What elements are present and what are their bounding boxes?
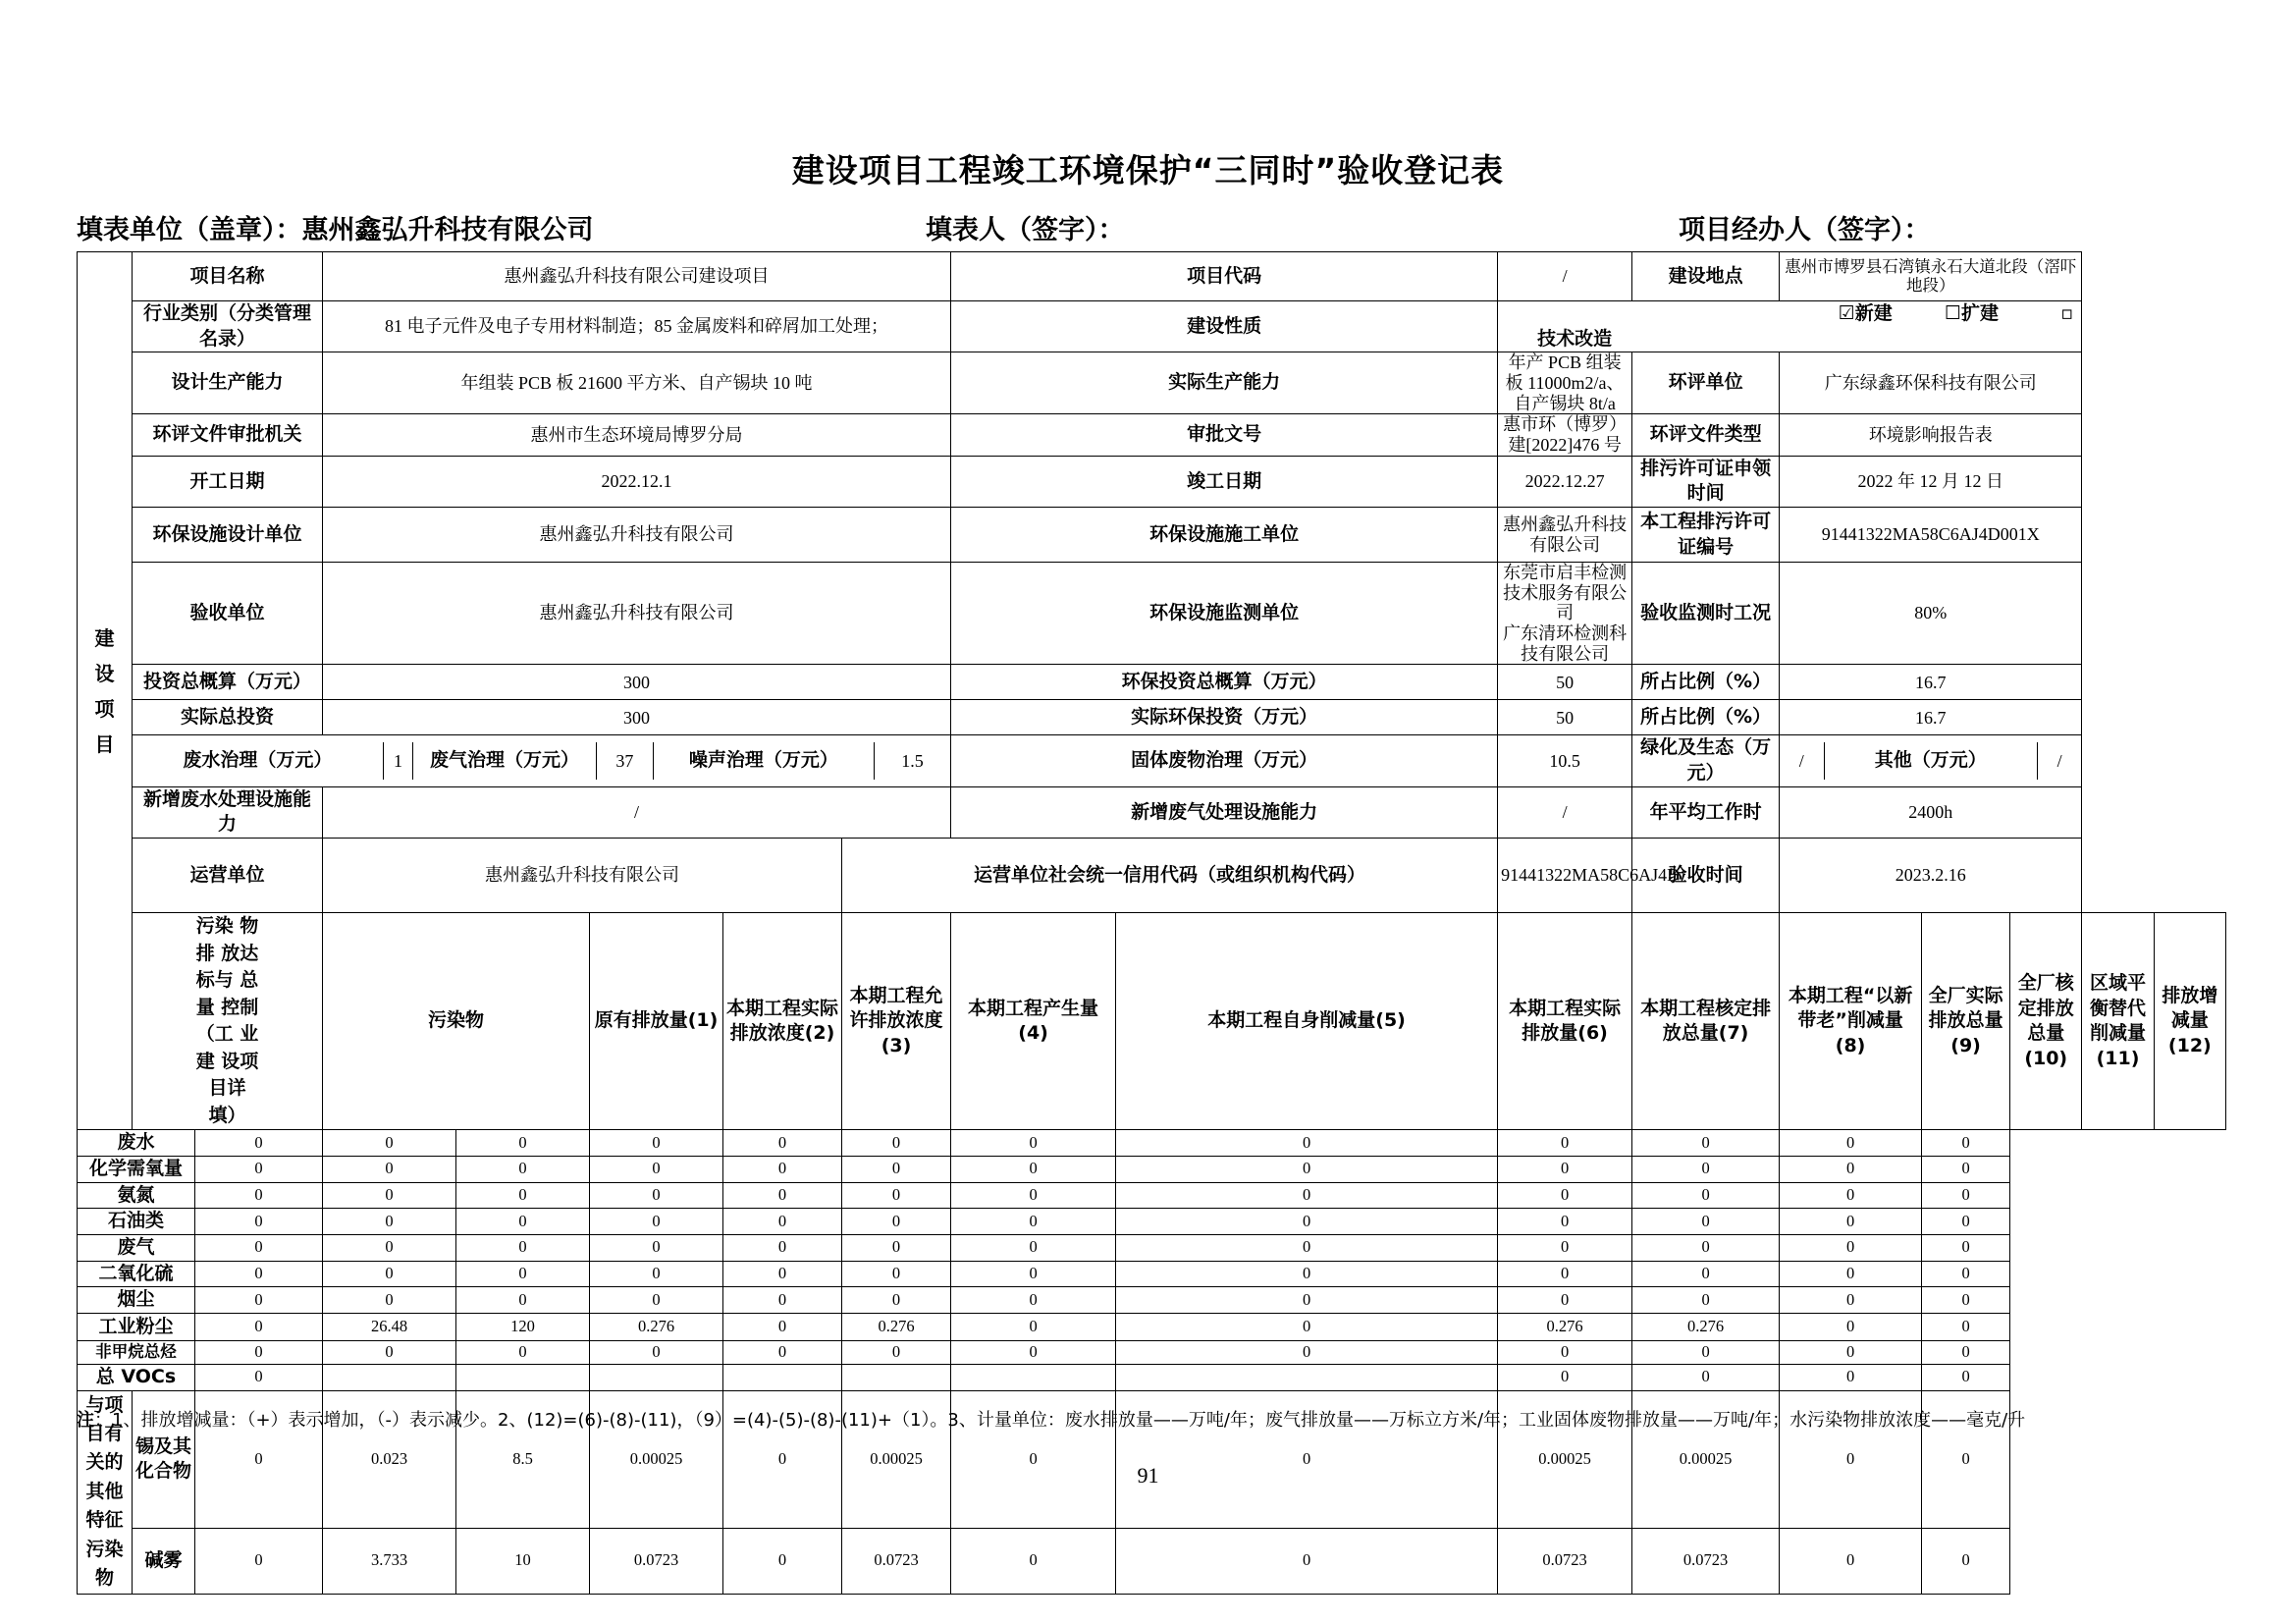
industry: 81 电子元件及电子专用材料制造；85 金属废料和碎屑加工处理； xyxy=(323,301,951,352)
pollutant-value: 0 xyxy=(456,1157,590,1183)
pollutant-value: 0 xyxy=(951,1157,1116,1183)
pollutant-value: 0 xyxy=(1780,1364,1922,1390)
pollutant-value: 0 xyxy=(590,1234,723,1261)
other-pollutant-value: 0.00025 xyxy=(590,1390,723,1529)
wastegas-label: 废气治理（万元） xyxy=(413,742,597,780)
location: 惠州市博罗县石湾镇永石大道北段（滘吓地段） xyxy=(1780,252,2082,301)
credit-code: 91441322MA58C6AJ4D xyxy=(1498,839,1632,913)
nature-label: 建设性质 xyxy=(951,301,1498,352)
pollutant-row xyxy=(78,1157,2226,1183)
accept-time: 2023.2.16 xyxy=(1780,839,2082,913)
new-gas-capacity-label: 新增废气处理设施能力 xyxy=(951,786,1498,838)
pollutant-value: 0 xyxy=(723,1261,842,1287)
pollutant-value: 0 xyxy=(1632,1287,1780,1314)
approval-no-label: 审批文号 xyxy=(951,414,1498,456)
monitor-unit xyxy=(1498,563,1632,665)
other-pollutant-value: 0 xyxy=(723,1390,842,1529)
pollutant-value: 0 xyxy=(323,1182,456,1209)
other-pollutant-value: 0.0723 xyxy=(842,1529,951,1594)
construction-project-side-label: 建设项目 xyxy=(78,252,133,1130)
pollutant-value: 0 xyxy=(723,1157,842,1183)
other-pollutant-value: 0.023 xyxy=(323,1390,456,1529)
pollutant-value xyxy=(590,1364,723,1390)
pollutant-header: 污染物 xyxy=(323,913,590,1130)
pollutant-value: 0 xyxy=(1922,1287,2010,1314)
footnote xyxy=(77,1406,2025,1432)
pollutant-value: 0 xyxy=(195,1340,323,1364)
pollutant-value: 0 xyxy=(1632,1130,1780,1157)
pollutant-value: 0 xyxy=(1498,1182,1632,1209)
pollutant-value: 0 xyxy=(195,1313,323,1340)
actual-invest: 300 xyxy=(323,700,951,735)
pollutant-value: 0 xyxy=(842,1340,951,1364)
new-water-capacity-label: 新增废水处理设施能力 xyxy=(133,786,323,838)
pollutant-value: 0 xyxy=(456,1340,590,1364)
pollutant-value: 0 xyxy=(1780,1157,1922,1183)
other-pollutant-value: 0 xyxy=(1780,1390,1922,1529)
pollutant-value: 0 xyxy=(842,1130,951,1157)
col-header-4: 本期工程产生量(4) xyxy=(951,913,1116,1130)
pollutant-value: 0.276 xyxy=(842,1313,951,1340)
pollutant-name: 总 VOCs xyxy=(78,1364,195,1390)
col-header-11: 区域平衡替代削减量(11) xyxy=(2082,913,2154,1130)
actual-invest-label: 实际总投资 xyxy=(133,700,323,735)
monitor-unit-1: 东莞市启丰检测技术服务有限公司 xyxy=(1503,563,1628,623)
pollutant-value: 0 xyxy=(951,1130,1116,1157)
pollutant-value: 0 xyxy=(723,1234,842,1261)
other-pollutant-value: 0 xyxy=(1922,1529,2010,1594)
pollutant-value: 0 xyxy=(951,1313,1116,1340)
pollutant-value: 0 xyxy=(723,1130,842,1157)
work-hours: 2400h xyxy=(1780,786,2082,838)
pollutant-value: 0 xyxy=(723,1209,842,1235)
manager-signature: 项目经办人（签字）： xyxy=(1679,215,1931,245)
pollutant-value: 0 xyxy=(1498,1209,1632,1235)
pollutant-value: 0 xyxy=(951,1287,1116,1314)
pollutant-value: 0 xyxy=(1632,1261,1780,1287)
construction-nature xyxy=(1498,301,2082,352)
col-header-9: 全厂实际排放总量(9) xyxy=(1922,913,2010,1130)
treatment-investment-group xyxy=(133,735,951,786)
pollutant-value: 0 xyxy=(1632,1209,1780,1235)
monitor-condition: 80% xyxy=(1780,563,2082,665)
green-label: 绿化及生态（万元） xyxy=(1632,735,1780,786)
pollutant-value: 0 xyxy=(1922,1182,2010,1209)
col-header-2: 本期工程实际排放浓度(2) xyxy=(723,913,842,1130)
pollutant-value: 0 xyxy=(456,1234,590,1261)
filling-unit: 填表单位（盖章）：惠州鑫弘升科技有限公司 xyxy=(77,215,594,245)
pollutant-value: 0 xyxy=(1116,1157,1498,1183)
construct-unit-label: 环保设施施工单位 xyxy=(951,508,1498,563)
pollutant-value xyxy=(842,1364,951,1390)
pollutant-value: 0 xyxy=(1780,1261,1922,1287)
ratio-1: 16.7 xyxy=(1780,665,2082,700)
other-pollutant-row xyxy=(78,1529,2226,1594)
industry-label: 行业类别（分类管理名录） xyxy=(133,301,323,352)
actual-env-invest: 50 xyxy=(1498,700,1632,735)
wastegas: 37 xyxy=(596,742,653,780)
pollutant-value: 0 xyxy=(1498,1261,1632,1287)
pollutant-name: 石油类 xyxy=(78,1209,195,1235)
eia-type-label: 环评文件类型 xyxy=(1632,414,1780,456)
work-hours-label: 年平均工作时 xyxy=(1632,786,1780,838)
design-capacity: 年组装 PCB 板 21600 平方米、自产锡块 10 吨 xyxy=(323,352,951,414)
pollutant-value: 0 xyxy=(1922,1157,2010,1183)
pollutant-value: 0 xyxy=(1498,1157,1632,1183)
other-pollutants-label: 与项目有关的其他特征污染 物 xyxy=(78,1390,133,1594)
pollutant-value: 0 xyxy=(590,1182,723,1209)
pollutant-value: 0 xyxy=(456,1287,590,1314)
actual-capacity-label: 实际生产能力 xyxy=(951,352,1498,414)
pollutant-value: 0 xyxy=(590,1209,723,1235)
monitor-unit-label: 环保设施监测单位 xyxy=(951,563,1498,665)
pollutant-value: 0 xyxy=(1922,1130,2010,1157)
other-pollutant-value: 3.733 xyxy=(323,1529,456,1594)
actual-env-invest-label: 实际环保投资（万元） xyxy=(951,700,1498,735)
pollutant-value: 0 xyxy=(1780,1287,1922,1314)
start-date-label: 开工日期 xyxy=(133,456,323,507)
pollution-side-label: 污染 物排 放达标与 总量 控制（工 业建 设项目详填） xyxy=(133,913,323,1130)
permit-time: 2022 年 12 月 12 日 xyxy=(1780,456,2082,507)
project-name: 惠州鑫弘升科技有限公司建设项目 xyxy=(323,252,951,301)
location-label: 建设地点 xyxy=(1632,252,1780,301)
pollutant-row xyxy=(78,1313,2226,1340)
solid-waste-label: 固体废物治理（万元） xyxy=(951,735,1498,786)
pollutant-value: 0 xyxy=(1780,1313,1922,1340)
pollutant-value: 0 xyxy=(1116,1182,1498,1209)
pollutant-value: 0 xyxy=(723,1340,842,1364)
pollutant-value: 0 xyxy=(1116,1234,1498,1261)
approval-no: 惠市环（博罗）建[2022]476 号 xyxy=(1498,414,1632,456)
env-invest: 50 xyxy=(1498,665,1632,700)
pollutant-value: 0 xyxy=(1780,1209,1922,1235)
accept-unit: 惠州鑫弘升科技有限公司 xyxy=(323,563,951,665)
form-title: 建设项目工程竣工环境保护“三同时”验收登记表 xyxy=(791,151,1505,189)
design-unit: 惠州鑫弘升科技有限公司 xyxy=(323,508,951,563)
other-pollutant-value: 0.0723 xyxy=(590,1529,723,1594)
pollutant-row xyxy=(78,1287,2226,1314)
pollutant-name: 工业粉尘 xyxy=(78,1313,195,1340)
pollutant-rows xyxy=(78,1130,2226,1390)
pollutant-value: 0 xyxy=(456,1182,590,1209)
other-pollutant-value: 0 xyxy=(951,1390,1116,1529)
monitor-condition-label: 验收监测时工况 xyxy=(1632,563,1780,665)
accept-time-label: 验收时间 xyxy=(1632,839,1780,913)
pollutant-value: 0 xyxy=(1116,1261,1498,1287)
pollutant-value: 0 xyxy=(323,1287,456,1314)
other-pollutant-value: 0 xyxy=(195,1390,323,1529)
actual-capacity: 年产 PCB 组装板 11000m2/a、自产锡块 8t/a xyxy=(1498,352,1632,414)
pollutant-value: 0 xyxy=(951,1209,1116,1235)
other-pollutant-value: 0 xyxy=(1116,1529,1498,1594)
pollutant-value: 0 xyxy=(195,1130,323,1157)
pollutant-row xyxy=(78,1340,2226,1364)
col-header-6: 本期工程实际排放量(6) xyxy=(1498,913,1632,1130)
new-gas-capacity: / xyxy=(1498,786,1632,838)
design-capacity-label: 设计生产能力 xyxy=(133,352,323,414)
nature-expand-checkbox[interactable]: ☐扩建 xyxy=(1945,302,2000,324)
eia-unit-label: 环评单位 xyxy=(1632,352,1780,414)
approval-org: 惠州市生态环境局博罗分局 xyxy=(323,414,951,456)
other-label: 其他（万元） xyxy=(1824,742,2037,780)
invest-total: 300 xyxy=(323,665,951,700)
other-pollutant-value: 0 xyxy=(1922,1390,2010,1529)
pollutant-value: 0 xyxy=(323,1209,456,1235)
pollutant-value: 0 xyxy=(951,1234,1116,1261)
other-pollutant-value: 0 xyxy=(1780,1529,1922,1594)
pollutant-value: 0 xyxy=(590,1340,723,1364)
start-date: 2022.12.1 xyxy=(323,456,951,507)
registration-table xyxy=(77,251,2226,1595)
pollutant-row xyxy=(78,1261,2226,1287)
pollutant-value: 0 xyxy=(1780,1182,1922,1209)
eia-type: 环境影响报告表 xyxy=(1780,414,2082,456)
other-pollutant-value: 0.00025 xyxy=(1632,1390,1780,1529)
project-code: / xyxy=(1498,252,1632,301)
nature-tech-checkbox[interactable]: ▫技术改造 xyxy=(1537,302,2074,350)
pollutant-value: 0 xyxy=(1632,1157,1780,1183)
pollutant-value: 0 xyxy=(195,1157,323,1183)
eia-unit: 广东绿鑫环保科技有限公司 xyxy=(1780,352,2082,414)
other-pollutant-value: 0 xyxy=(1116,1390,1498,1529)
pollutant-value: 0 xyxy=(1116,1313,1498,1340)
design-unit-label: 环保设施设计单位 xyxy=(133,508,323,563)
construct-unit: 惠州鑫弘升科技有限公司 xyxy=(1498,508,1632,563)
pollutant-value: 0 xyxy=(1922,1209,2010,1235)
filler-signature: 填表人（签字）： xyxy=(926,215,1125,245)
pollutant-value: 0 xyxy=(590,1130,723,1157)
pollutant-value: 26.48 xyxy=(323,1313,456,1340)
pollutant-value: 0 xyxy=(1922,1364,2010,1390)
pollutant-value: 0.276 xyxy=(1632,1313,1780,1340)
accept-unit-label: 验收单位 xyxy=(133,563,323,665)
pollutant-value: 0 xyxy=(195,1234,323,1261)
project-name-label: 项目名称 xyxy=(133,252,323,301)
pollutant-value: 0 xyxy=(195,1364,323,1390)
other-pollutant-value: 8.5 xyxy=(456,1390,590,1529)
invest-total-label: 投资总概算（万元） xyxy=(133,665,323,700)
pollutant-value: 0 xyxy=(323,1130,456,1157)
pollutant-value: 0 xyxy=(1116,1340,1498,1364)
pollutant-name: 废气 xyxy=(78,1234,195,1261)
pollutant-value: 120 xyxy=(456,1313,590,1340)
pollutant-value: 0 xyxy=(1632,1182,1780,1209)
other-pollutant-value: 0.0723 xyxy=(1632,1529,1780,1594)
pollutant-value: 0 xyxy=(1922,1234,2010,1261)
other-pollutant-value: 0 xyxy=(195,1529,323,1594)
pollutant-name: 废水 xyxy=(78,1130,195,1157)
other-pollutant-value: 0.00025 xyxy=(842,1390,951,1529)
credit-code-label: 运营单位社会统一信用代码（或组织机构代码） xyxy=(842,839,1498,913)
pollutant-value: 0 xyxy=(195,1182,323,1209)
pollutant-value xyxy=(323,1364,456,1390)
wastewater: 1 xyxy=(383,742,412,780)
pollutant-value: 0 xyxy=(195,1261,323,1287)
other: / xyxy=(2056,750,2062,771)
pollutant-value: 0 xyxy=(456,1261,590,1287)
permit-no: 91441322MA58C6AJ4D001X xyxy=(1780,508,2082,563)
col-header-10: 全厂核定排放总量(10) xyxy=(2010,913,2082,1130)
green: / xyxy=(1780,742,1824,780)
pollutant-row xyxy=(78,1130,2226,1157)
pollutant-value: 0 xyxy=(195,1287,323,1314)
pollutant-value: 0 xyxy=(1632,1340,1780,1364)
pollutant-value: 0 xyxy=(723,1313,842,1340)
pollutant-value: 0 xyxy=(323,1340,456,1364)
pollutant-value: 0 xyxy=(590,1261,723,1287)
col-header-7: 本期工程核定排放总量(7) xyxy=(1632,913,1780,1130)
pollutant-value: 0 xyxy=(842,1157,951,1183)
noise: 1.5 xyxy=(901,750,924,771)
footnote-text: ：1、排放增减量：（+）表示增加，（-）表示减少。2、(12)=(6)-(8)-(11)，（9）=(4)-(5)-(8)-(11)+（1）。3、计量单位：废水排放量——万吨/年；废气排放量——万标立方米/年；工业固体废物排放量——万吨/年；水污染物排放浓度——毫克/升 xyxy=(94,1410,2026,1431)
pollutant-value: 0 xyxy=(723,1287,842,1314)
pollutant-value xyxy=(456,1364,590,1390)
pollutant-value: 0 xyxy=(1632,1234,1780,1261)
other-pollutant-value: 0.00025 xyxy=(1498,1390,1632,1529)
pollutant-value: 0 xyxy=(590,1157,723,1183)
pollutant-name: 二氧化硫 xyxy=(78,1261,195,1287)
pollutant-value: 0 xyxy=(195,1209,323,1235)
pollutant-value: 0 xyxy=(951,1340,1116,1364)
pollutant-value xyxy=(723,1364,842,1390)
pollutant-value: 0 xyxy=(1498,1340,1632,1364)
pollutant-value: 0 xyxy=(456,1209,590,1235)
pollutant-value: 0 xyxy=(1116,1209,1498,1235)
pollutant-name: 非甲烷总烃 xyxy=(78,1340,195,1364)
pollutant-row xyxy=(78,1209,2226,1235)
pollutant-name: 烟尘 xyxy=(78,1287,195,1314)
other-pollutant-name: 锡及其化合物 xyxy=(133,1390,195,1529)
pollutant-row xyxy=(78,1364,2226,1390)
pollutant-value: 0 xyxy=(1498,1364,1632,1390)
col-header-8: 本期工程“以新带老”削减量(8) xyxy=(1780,913,1922,1130)
pollutant-name: 化学需氧量 xyxy=(78,1157,195,1183)
footnote-label: 注 xyxy=(77,1410,94,1431)
pollutant-value: 0 xyxy=(842,1287,951,1314)
pollutant-value: 0 xyxy=(1116,1287,1498,1314)
ratio-2: 16.7 xyxy=(1780,700,2082,735)
pollutant-value: 0 xyxy=(842,1209,951,1235)
project-code-label: 项目代码 xyxy=(951,252,1498,301)
wastewater-label: 废水治理（万元） xyxy=(133,742,383,780)
pollutant-value: 0 xyxy=(1632,1364,1780,1390)
other-pollutant-name: 碱雾 xyxy=(133,1529,195,1594)
pollutant-value: 0 xyxy=(842,1234,951,1261)
pollutant-value: 0 xyxy=(590,1287,723,1314)
col-header-12: 排放增减量(12) xyxy=(2154,913,2225,1130)
new-water-capacity: / xyxy=(323,786,951,838)
pollutant-row xyxy=(78,1234,2226,1261)
pollutant-value: 0 xyxy=(323,1234,456,1261)
pollutant-value xyxy=(1116,1364,1498,1390)
env-invest-label: 环保投资总概算（万元） xyxy=(951,665,1498,700)
pollutant-value: 0 xyxy=(1922,1340,2010,1364)
col-header-5: 本期工程自身削减量(5) xyxy=(1116,913,1498,1130)
pollutant-value xyxy=(951,1364,1116,1390)
solid-waste: 10.5 xyxy=(1498,735,1632,786)
green-other-group xyxy=(1780,735,2082,786)
noise-label: 噪声治理（万元） xyxy=(653,742,874,780)
other-pollutant-value: 0.0723 xyxy=(1498,1529,1632,1594)
pollutant-value: 0 xyxy=(842,1261,951,1287)
col-header-1: 原有排放量(1) xyxy=(590,913,723,1130)
pollutant-value: 0 xyxy=(1780,1130,1922,1157)
ratio-2-label: 所占比例（%） xyxy=(1632,700,1780,735)
finish-date-label: 竣工日期 xyxy=(951,456,1498,507)
pollutant-value: 0 xyxy=(723,1182,842,1209)
pollutant-value: 0 xyxy=(1498,1287,1632,1314)
other-pollutant-value: 0 xyxy=(951,1529,1116,1594)
pollutant-value: 0 xyxy=(323,1261,456,1287)
pollutant-value: 0 xyxy=(1780,1234,1922,1261)
pollutant-value: 0 xyxy=(842,1182,951,1209)
operator: 惠州鑫弘升科技有限公司 xyxy=(323,839,842,913)
pollutant-value: 0.276 xyxy=(1498,1313,1632,1340)
pollutant-value: 0 xyxy=(1922,1261,2010,1287)
nature-new-checkbox[interactable]: ☑新建 xyxy=(1838,302,1893,324)
permit-time-label: 排污许可证申领时间 xyxy=(1632,456,1780,507)
pollutant-value: 0 xyxy=(1498,1234,1632,1261)
pollutant-value: 0 xyxy=(1116,1130,1498,1157)
operator-label: 运营单位 xyxy=(133,839,323,913)
pollutant-value: 0 xyxy=(456,1130,590,1157)
pollutant-value: 0 xyxy=(951,1182,1116,1209)
approval-org-label: 环评文件审批机关 xyxy=(133,414,323,456)
pollutant-value: 0.276 xyxy=(590,1313,723,1340)
pollutant-value: 0 xyxy=(1922,1313,2010,1340)
pollutant-value: 0 xyxy=(323,1157,456,1183)
other-pollutant-value: 0 xyxy=(723,1529,842,1594)
pollutant-value: 0 xyxy=(951,1261,1116,1287)
pollutant-name: 氨氮 xyxy=(78,1182,195,1209)
page-number: 91 xyxy=(1137,1463,1159,1488)
monitor-unit-2: 广东清环检测科技有限公司 xyxy=(1503,623,1628,664)
other-pollutant-value: 10 xyxy=(456,1529,590,1594)
ratio-1-label: 所占比例（%） xyxy=(1632,665,1780,700)
col-header-3: 本期工程允许排放浓度(3) xyxy=(842,913,951,1130)
finish-date: 2022.12.27 xyxy=(1498,456,1632,507)
permit-no-label: 本工程排污许可证编号 xyxy=(1632,508,1780,563)
pollutant-value: 0 xyxy=(1780,1340,1922,1364)
pollutant-row xyxy=(78,1182,2226,1209)
pollutant-value: 0 xyxy=(1498,1130,1632,1157)
